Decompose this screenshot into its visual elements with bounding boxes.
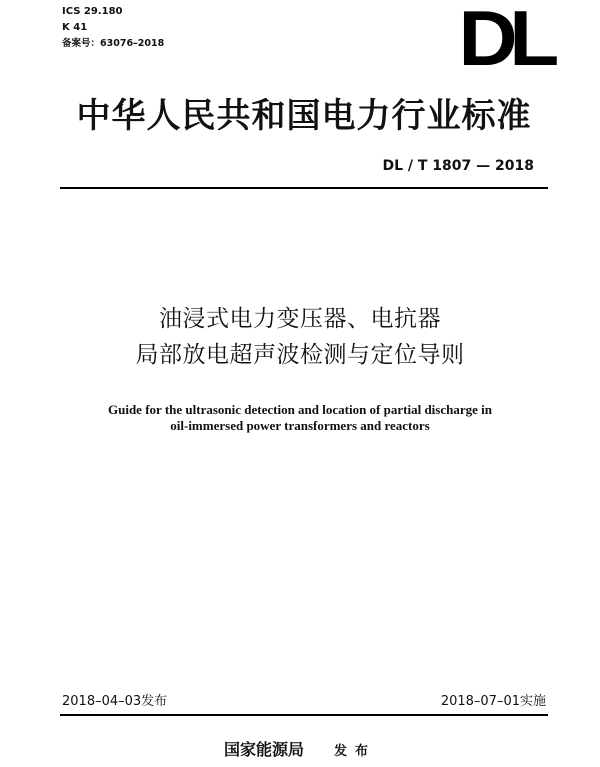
- ics-code: ICS 29.180: [62, 6, 123, 17]
- publisher-action: 发布: [334, 744, 377, 759]
- classification-code: K 41: [62, 22, 88, 33]
- dl-logo: DL: [458, 0, 551, 82]
- implementation-date: 2018–07–01实施: [440, 694, 546, 709]
- issue-date: 2018–04–03发布: [62, 694, 168, 709]
- record-number: 备案号：63076–2018: [62, 38, 165, 49]
- org-title: 中华人民共和国电力行业标准: [76, 96, 532, 136]
- english-title-line-1: Guide for the ultrasonic detection and location of partial discharge in: [108, 402, 492, 417]
- chinese-title-line-2: 局部放电超声波检测与定位导则: [135, 342, 465, 368]
- chinese-title-line-1: 油浸式电力变压器、电抗器: [159, 306, 441, 332]
- bottom-divider: [60, 714, 548, 716]
- top-divider: [60, 187, 548, 189]
- standard-number: DL / T 1807 — 2018: [382, 158, 534, 174]
- english-title-line-2: oil-immersed power transformers and reactors: [170, 418, 430, 433]
- publisher: [0, 742, 600, 758]
- publisher-name: 国家能源局: [223, 740, 304, 759]
